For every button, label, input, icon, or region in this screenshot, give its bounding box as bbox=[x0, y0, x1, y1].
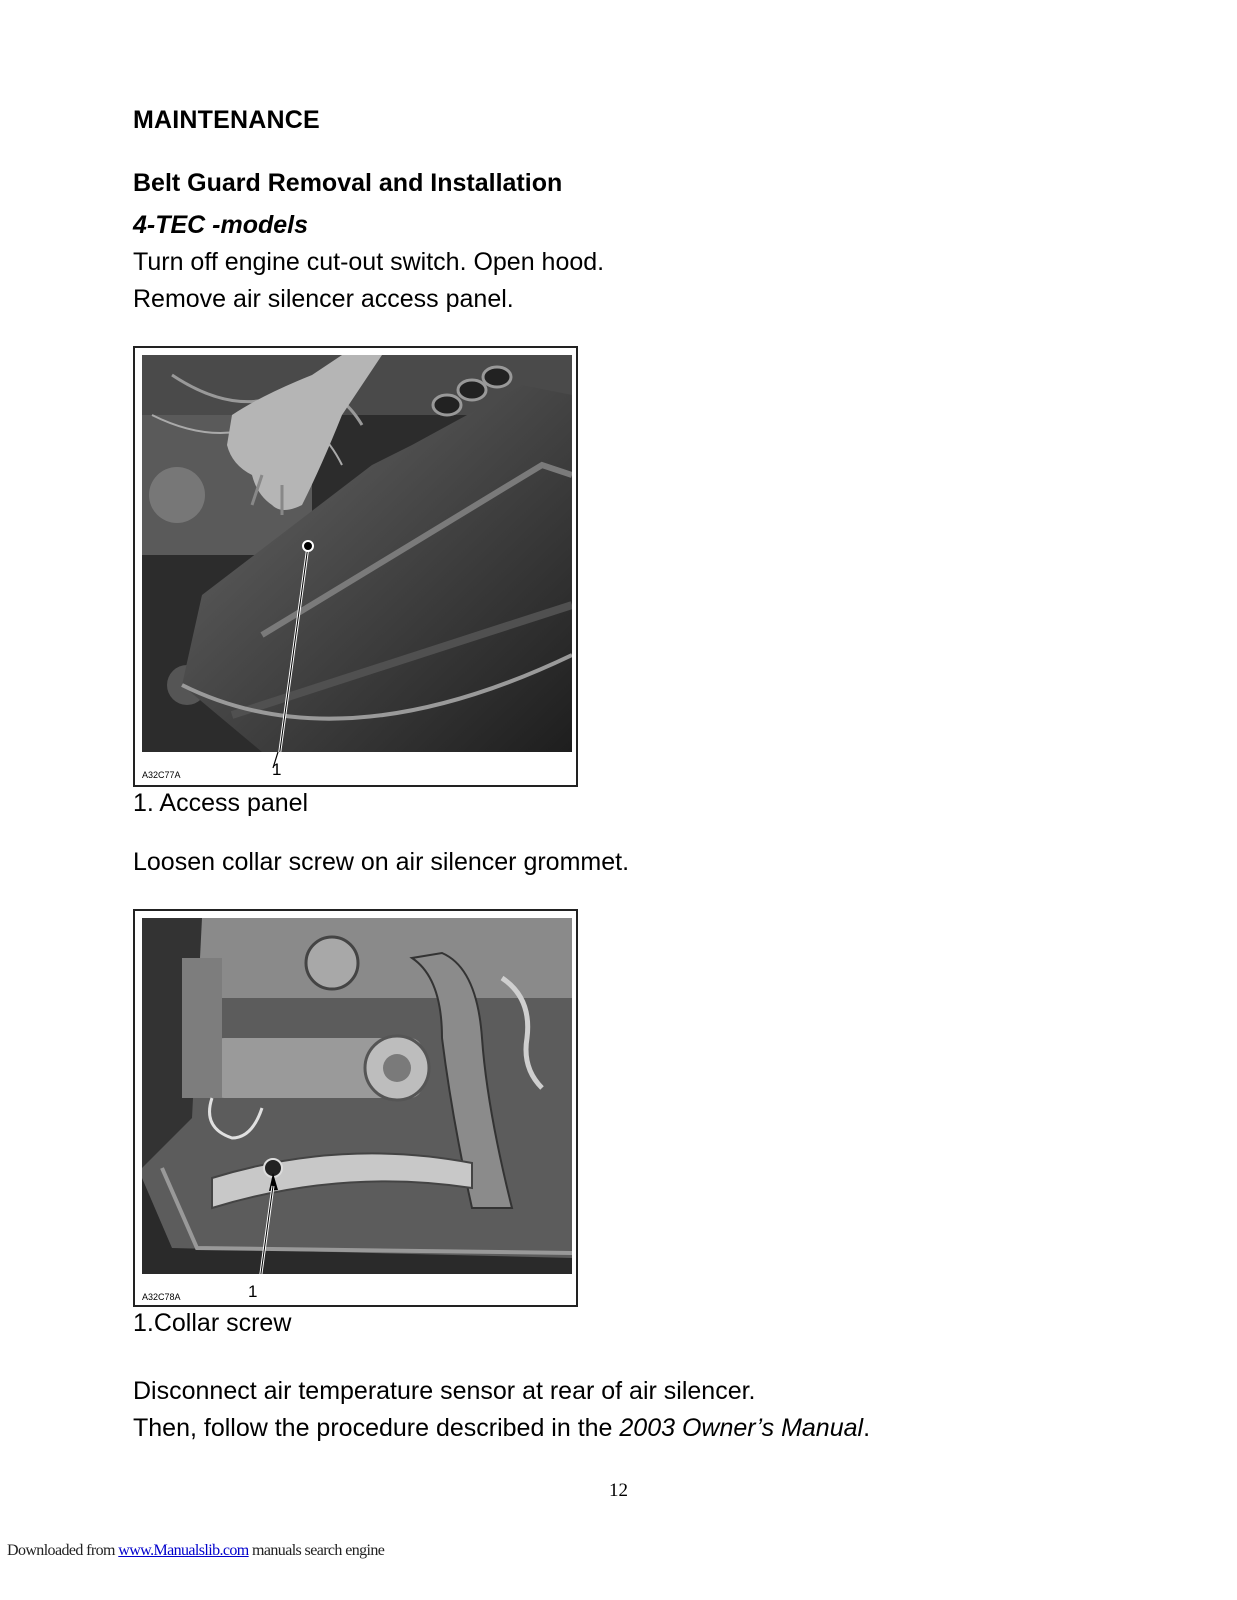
figure-collar-screw bbox=[133, 909, 578, 1307]
engine-photo-collar-screw bbox=[142, 918, 572, 1274]
figure-code: A32C77A bbox=[142, 770, 181, 780]
figure-caption: 1. Access panel bbox=[133, 789, 309, 817]
step-text: Turn off engine cut-out switch. Open hood. bbox=[133, 248, 605, 276]
page-title: Belt Guard Removal and Installation bbox=[133, 169, 563, 197]
subtitle: 4-TEC -models bbox=[133, 211, 309, 239]
step-text bbox=[133, 1413, 870, 1443]
footer-suffix: manuals search engine bbox=[248, 1542, 385, 1559]
page-number: 12 bbox=[609, 1480, 628, 1501]
manualslib-link[interactable]: www.Manualslib.com bbox=[118, 1542, 249, 1559]
figure-caption: 1.Collar screw bbox=[133, 1309, 292, 1337]
step-text: Remove air silencer access panel. bbox=[133, 285, 514, 313]
figure-code: A32C78A bbox=[142, 1292, 181, 1302]
manual-reference: 2003 Owner’s Manual bbox=[619, 1414, 864, 1442]
section-heading: MAINTENANCE bbox=[133, 106, 320, 134]
figure-access-panel bbox=[133, 346, 578, 787]
figure-callout-number: 1 bbox=[248, 1282, 258, 1301]
step-text: Loosen collar screw on air silencer grommet. bbox=[133, 848, 630, 876]
footer-prefix: Downloaded from bbox=[7, 1542, 119, 1559]
download-footer bbox=[7, 1542, 384, 1560]
figure-callout-number: 1 bbox=[272, 760, 282, 779]
step-text: Disconnect air temperature sensor at rear of air silencer. bbox=[133, 1377, 756, 1405]
step-text-part: . bbox=[863, 1414, 871, 1442]
step-text-part: Then, follow the procedure described in the bbox=[133, 1414, 620, 1442]
